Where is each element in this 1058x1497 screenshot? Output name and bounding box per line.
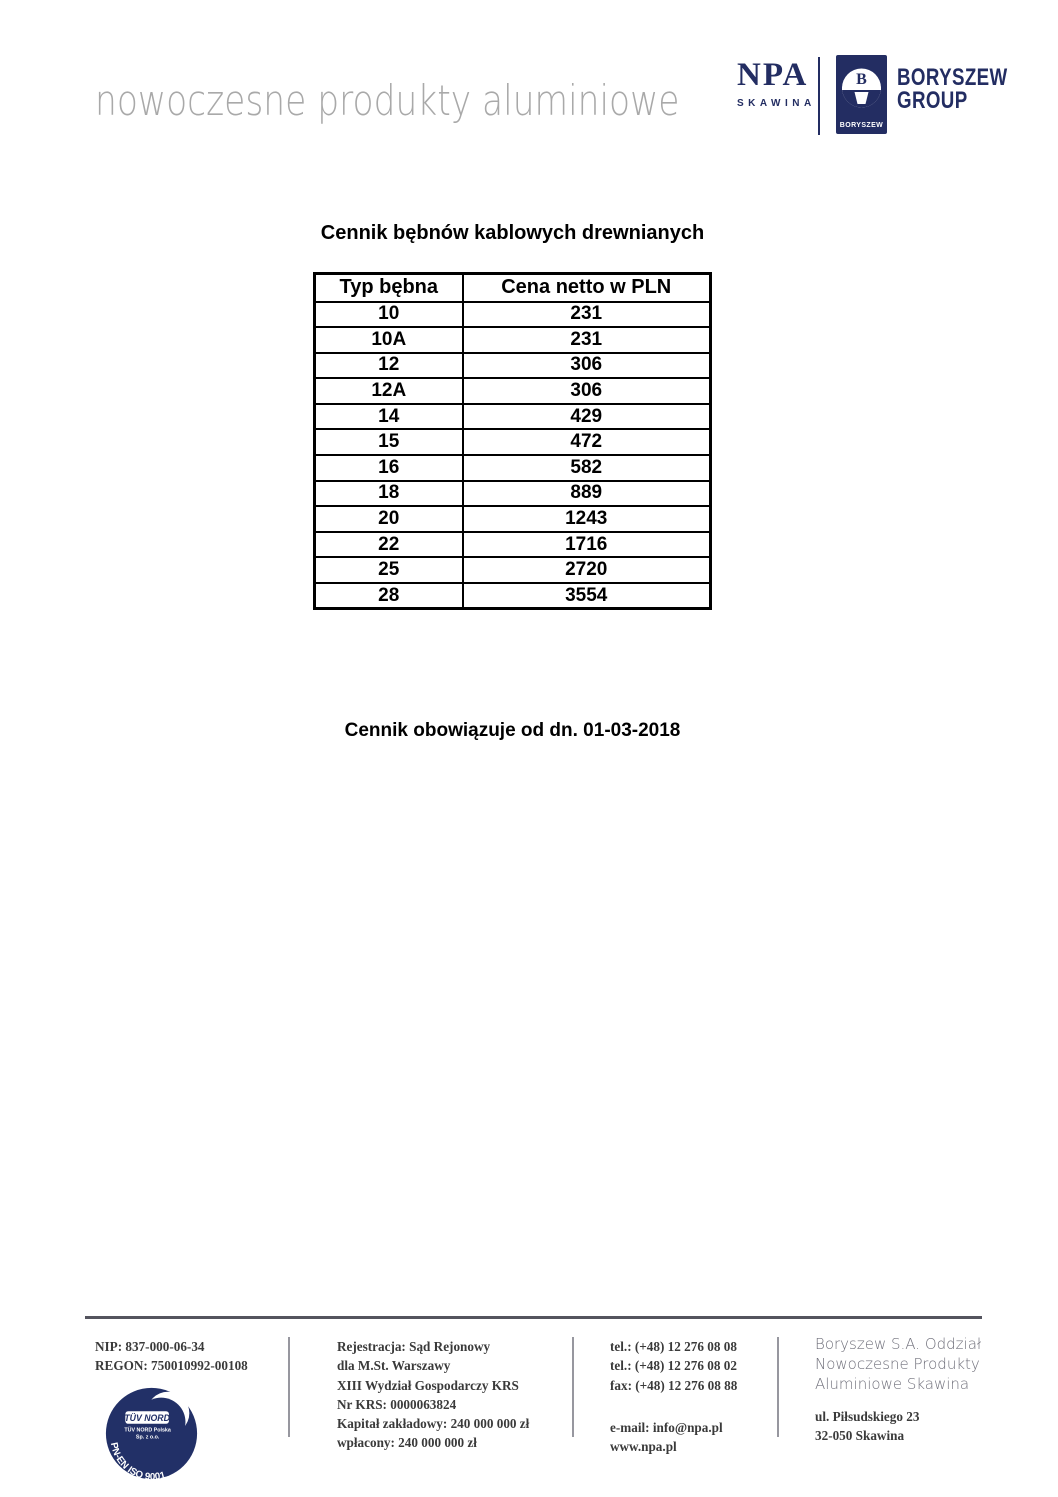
table-cell: 3554 bbox=[463, 583, 711, 609]
table-row bbox=[315, 557, 711, 583]
address-block bbox=[815, 1407, 981, 1446]
boryszew-group-line1: BORYSZEW bbox=[897, 64, 1008, 91]
table-cell: 25 bbox=[315, 557, 463, 583]
registration-line: Nr KRS: 0000063824 bbox=[337, 1396, 457, 1412]
footer-rule bbox=[85, 1316, 982, 1319]
column-header: Typ bębna bbox=[315, 274, 463, 302]
table-row bbox=[315, 455, 711, 481]
registration-line: Rejestracja: Sąd Rejonowy bbox=[337, 1339, 491, 1354]
table-row bbox=[315, 327, 711, 353]
table-row bbox=[315, 353, 711, 379]
footer-contact bbox=[610, 1337, 737, 1456]
page-title: Cennik bębnów kablowych drewnianych bbox=[320, 222, 705, 244]
boryszew-emblem-letter: B bbox=[856, 71, 867, 88]
footer-divider bbox=[288, 1337, 290, 1437]
registration-line: wpłacony: 240 000 000 zł bbox=[337, 1435, 477, 1451]
registration-line: Kapitał zakładowy: 240 000 000 zł bbox=[337, 1416, 530, 1432]
npa-logo-subtitle: SKAWINA bbox=[737, 98, 816, 109]
phone-line: tel.: (+48) 12 276 08 02 bbox=[610, 1358, 737, 1374]
table-row bbox=[315, 404, 711, 430]
tuv-badge-cert-text: PN-EN ISO 9001 bbox=[107, 1441, 167, 1482]
footer-court-registration bbox=[337, 1337, 529, 1453]
validity-note: Cennik obowiązuje od dn. 01-03-2018 bbox=[344, 720, 681, 741]
table-row bbox=[315, 302, 711, 328]
table-cell: 14 bbox=[315, 404, 463, 430]
table-row bbox=[315, 532, 711, 558]
table-cell: 429 bbox=[463, 404, 711, 430]
email-line: e-mail: info@npa.pl bbox=[610, 1419, 723, 1435]
table-cell: 231 bbox=[463, 302, 711, 328]
table-cell: 22 bbox=[315, 532, 463, 558]
table-cell: 28 bbox=[315, 583, 463, 609]
table-cell: 2720 bbox=[463, 557, 711, 583]
address-line: ul. Piłsudskiego 23 bbox=[815, 1409, 920, 1424]
table-header-row bbox=[315, 274, 711, 302]
phone-line: tel.: (+48) 12 276 08 08 bbox=[610, 1339, 737, 1354]
column-header: Cena netto w PLN bbox=[463, 274, 711, 302]
brand-tagline: nowoczesne produkty aluminiowe bbox=[95, 76, 680, 125]
table-cell: 582 bbox=[463, 455, 711, 481]
table-row bbox=[315, 481, 711, 507]
npa-logo bbox=[737, 59, 816, 109]
boryszew-emblem-caption: BORYSZEW bbox=[839, 122, 884, 129]
table-cell: 306 bbox=[463, 353, 711, 379]
footer-divider bbox=[777, 1337, 779, 1437]
boryszew-emblem-icon bbox=[836, 55, 887, 134]
company-line: Aluminiowe Skawina bbox=[815, 1375, 970, 1393]
table-cell: 12A bbox=[315, 378, 463, 404]
tuv-badge-brand: TÜV NORD bbox=[124, 1412, 170, 1423]
table-row bbox=[315, 583, 711, 609]
table-row bbox=[315, 506, 711, 532]
table-cell: 472 bbox=[463, 429, 711, 455]
table-cell: 16 bbox=[315, 455, 463, 481]
boryszew-group-line2: GROUP bbox=[897, 87, 968, 114]
address-line: 32-050 Skawina bbox=[815, 1428, 905, 1444]
table-cell: 12 bbox=[315, 353, 463, 379]
npa-logo-text: NPA bbox=[737, 57, 809, 93]
boryszew-group-wordmark bbox=[897, 66, 1008, 112]
company-line: Nowoczesne Produkty bbox=[815, 1355, 980, 1373]
tuv-badge-subline1: TÜV NORD Polska bbox=[124, 1427, 171, 1434]
table-row bbox=[315, 378, 711, 404]
tuv-badge-subline2: Sp. z o.o. bbox=[135, 1433, 160, 1440]
tuv-nord-certificate-icon bbox=[103, 1385, 200, 1482]
fax-line: fax: (+48) 12 276 08 88 bbox=[610, 1377, 738, 1393]
registration-line: dla M.St. Warszawy bbox=[337, 1358, 451, 1374]
company-name-block bbox=[815, 1334, 981, 1394]
footer-divider bbox=[572, 1337, 574, 1437]
table-cell: 10 bbox=[315, 302, 463, 328]
table-cell: 1243 bbox=[463, 506, 711, 532]
table-cell: 1716 bbox=[463, 532, 711, 558]
logo-block bbox=[735, 55, 1008, 140]
table-cell: 20 bbox=[315, 506, 463, 532]
logo-divider bbox=[818, 57, 820, 135]
footer-company-address bbox=[815, 1334, 981, 1446]
table-row bbox=[315, 429, 711, 455]
table-cell: 889 bbox=[463, 481, 711, 507]
registration-line: XIII Wydział Gospodarczy KRS bbox=[337, 1377, 519, 1393]
price-table bbox=[313, 272, 712, 610]
company-line: Boryszew S.A. Oddział bbox=[815, 1335, 982, 1353]
regon-line: REGON: 750010992-00108 bbox=[95, 1358, 248, 1374]
table-cell: 306 bbox=[463, 378, 711, 404]
table-cell: 231 bbox=[463, 327, 711, 353]
website-line: www.npa.pl bbox=[610, 1439, 677, 1455]
table-cell: 10A bbox=[315, 327, 463, 353]
footer-registration-ids bbox=[95, 1337, 248, 1482]
boryszew-logo bbox=[836, 55, 887, 134]
nip-line: NIP: 837-000-06-34 bbox=[95, 1339, 205, 1354]
table-cell: 18 bbox=[315, 481, 463, 507]
table-cell: 15 bbox=[315, 429, 463, 455]
